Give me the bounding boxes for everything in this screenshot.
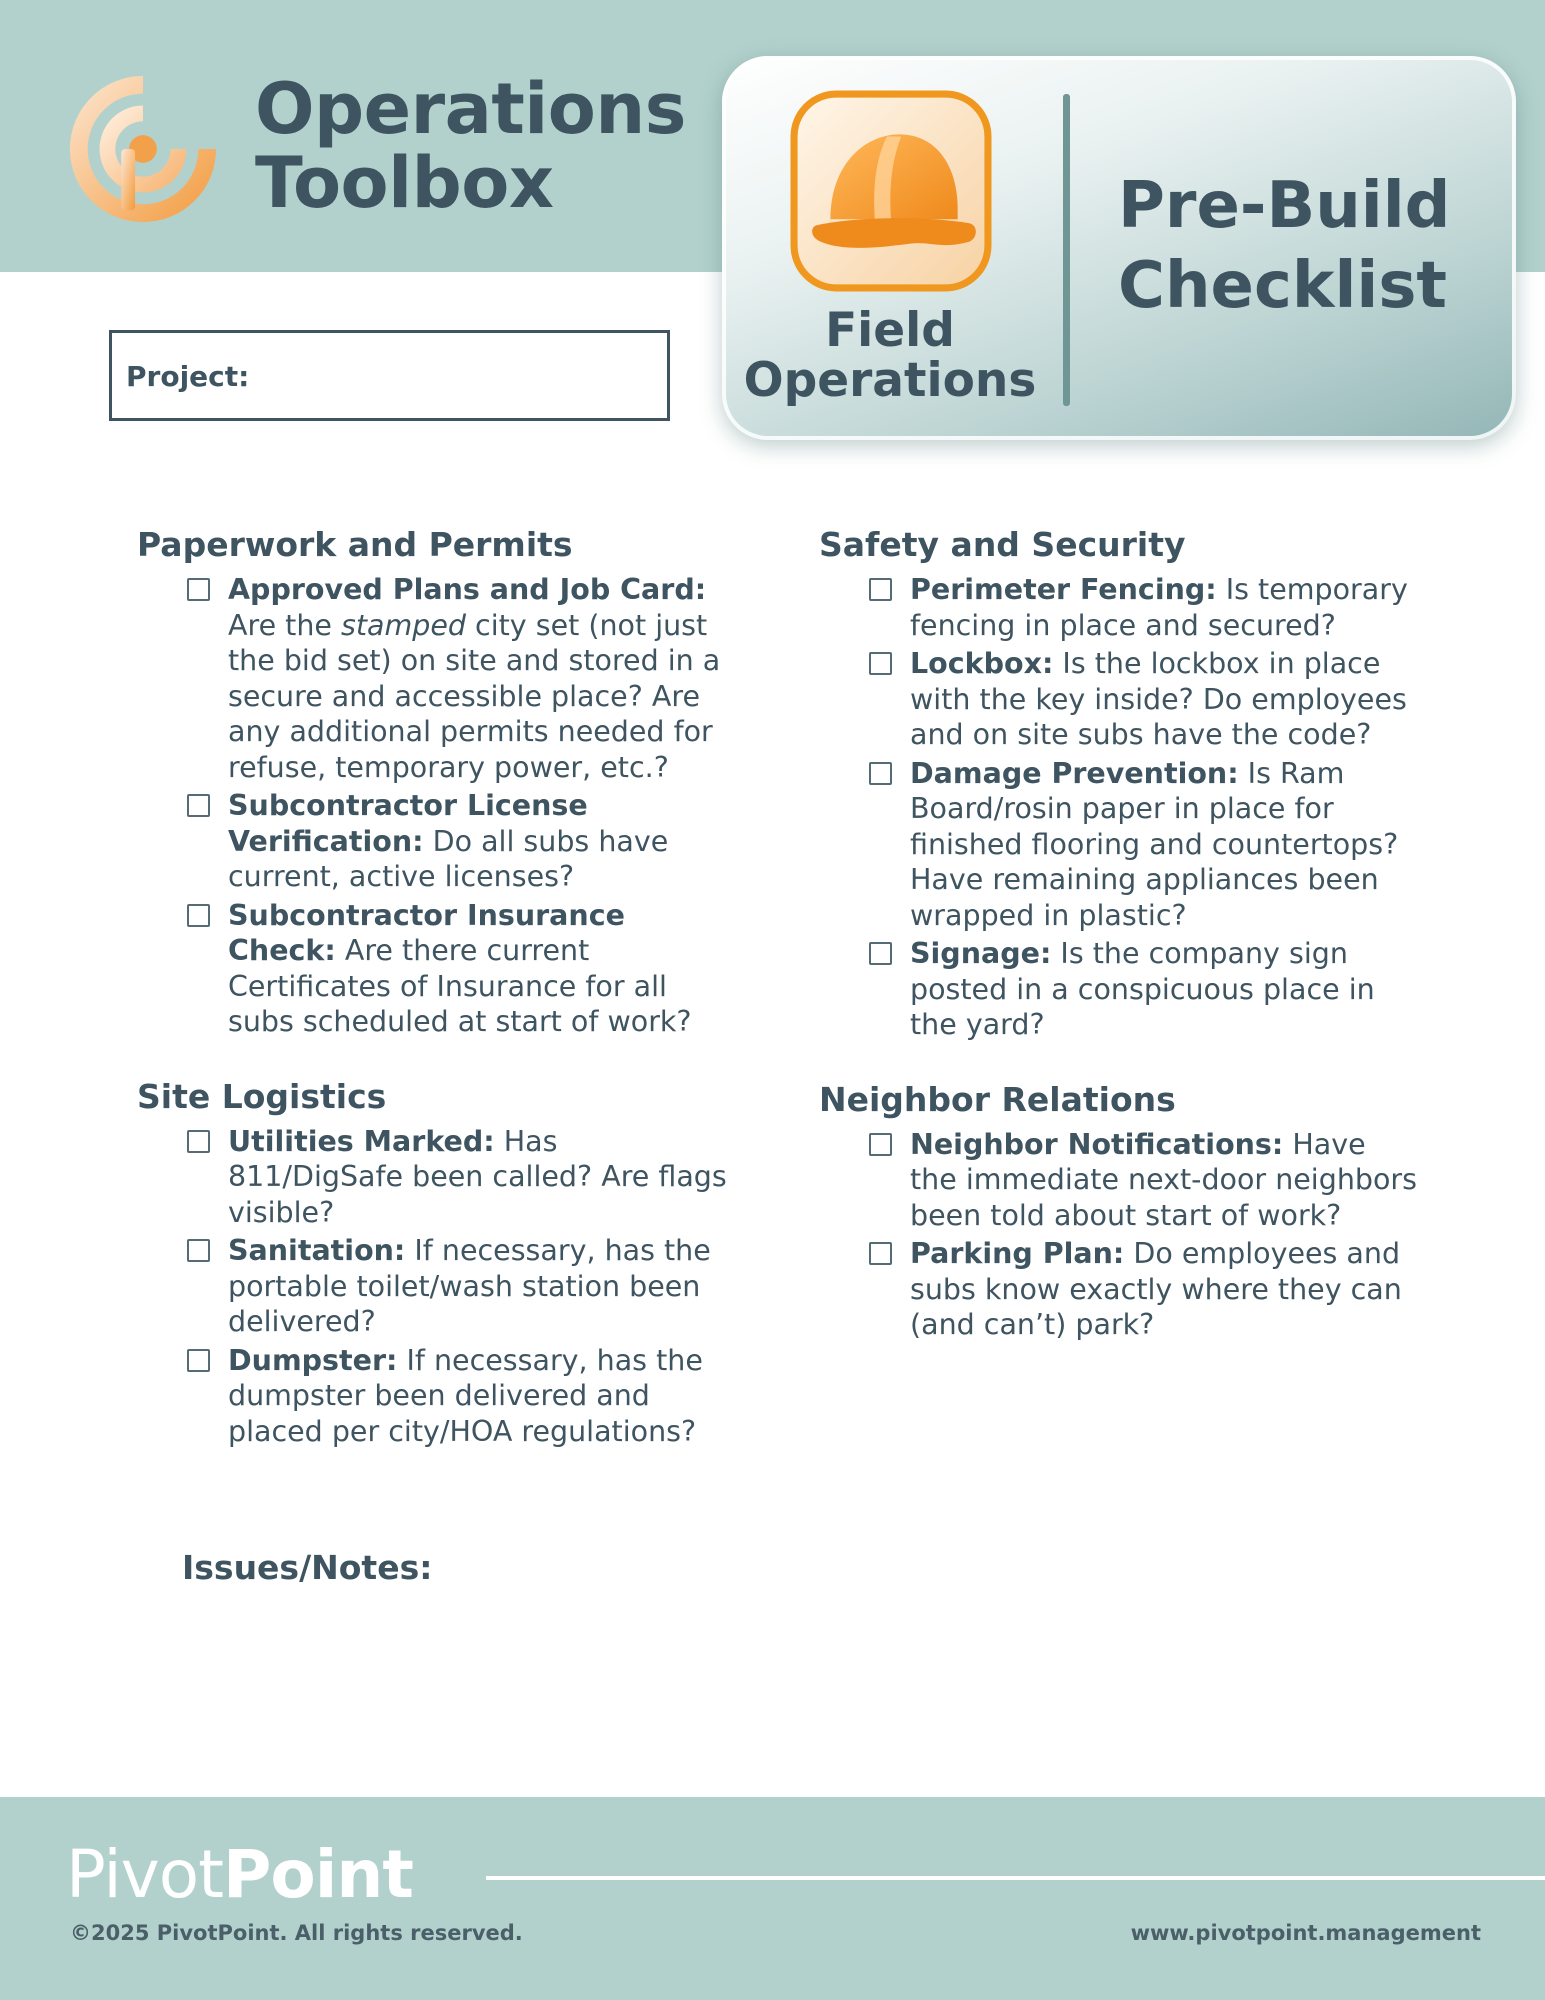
field-operations-label [740,303,1040,408]
checkbox-icon[interactable] [869,652,892,675]
section-title: Safety and Security [819,525,1186,564]
issues-notes-label: Issues/Notes: [182,1548,433,1587]
section-title: Paperwork and Permits [137,525,573,564]
hero-divider [1063,94,1070,406]
project-field[interactable] [109,330,670,421]
checkbox-icon[interactable] [187,1239,210,1262]
field-operations-line2: Operations [743,353,1037,408]
checklist-item [819,1236,1419,1343]
section-title: Site Logistics [137,1076,387,1116]
checkbox-icon[interactable] [187,1349,210,1372]
item-desc: If necessary, has the dumpster been delivered and placed per city/HOA regulations? [228,1343,703,1448]
item-desc: Are there current Certificates of Insurance for all subs scheduled at start of work? [228,934,692,1038]
toolbox-title [255,68,686,224]
checklist-item [137,1343,737,1450]
checklist-item [137,788,737,895]
item-title: Subcontractor Insurance Check: [228,898,625,967]
item-title: Neighbor Notifications: [910,1127,1284,1161]
footer-rule [486,1876,1545,1880]
item-title: Signage: [910,937,1052,970]
checkbox-icon[interactable] [869,1242,892,1265]
item-title: Approved Plans and Job Card: [228,573,707,606]
item-title: Damage Prevention: [910,756,1239,790]
checkbox-icon[interactable] [869,1133,892,1156]
website-link[interactable]: www.pivotpoint.management [1130,1921,1481,1945]
checkbox-icon[interactable] [869,762,892,785]
hero-card [722,56,1516,440]
item-desc: Do all subs have current, active licenses? [228,824,669,893]
checklist-item [819,1127,1419,1234]
checklist-title [1118,166,1450,326]
item-desc: Is temporary fencing in place and secured? [910,573,1408,642]
item-title: Subcontractor License Verification: [228,789,588,858]
left-column [137,518,737,1479]
item-desc: Have the immediate next-door neighbors been told about start of work? [910,1127,1417,1232]
item-title: Dumpster: [228,1343,398,1377]
section-neighbor-relations [819,1073,1419,1343]
section-safety-security [819,518,1419,1043]
item-desc: city set (not just the bid set) on site and stored in a secure and accessible place? Are any additional permits needed for refuse, temporary power, etc.? [228,608,721,784]
item-desc-emphasis: stamped [341,608,466,642]
pivotpoint-logo-icon [62,70,220,228]
checkbox-icon[interactable] [187,904,210,927]
item-title: Lockbox: [910,647,1054,680]
checklist-item [819,936,1419,1043]
item-desc: Is Ram Board/rosin paper in place for finished flooring and countertops? Have remaining appliances been wrapped in plastic? [910,756,1399,932]
checklist-item [819,756,1419,934]
checkbox-icon[interactable] [187,578,210,601]
checklist-title-line1: Pre-Build [1118,169,1451,243]
item-desc: Is the company sign posted in a conspicuous place in the yard? [910,937,1375,1041]
hard-hat-icon [790,90,992,292]
toolbox-title-line2: Toolbox [255,142,554,224]
checkbox-icon[interactable] [187,794,210,817]
item-desc: Has 811/DigSafe been called? Are flags visible? [228,1124,727,1229]
item-title: Parking Plan: [910,1237,1125,1270]
item-title: Utilities Marked: [228,1124,495,1158]
brand-light: Pivot [66,1836,224,1913]
item-desc: Is the lockbox in place with the key inside? Do employees and on site subs have the code? [910,647,1407,751]
checklist-item [137,1124,737,1231]
section-paperwork-permits [137,518,737,1040]
toolbox-title-line1: Operations [255,68,686,150]
project-label: Project: [126,360,250,393]
checklist-item [137,572,737,785]
checkbox-icon[interactable] [187,1130,210,1153]
footer [0,1797,1545,2000]
item-desc: Do employees and subs know exactly where they can (and can’t) park? [910,1237,1402,1341]
item-title: Perimeter Fencing: [910,573,1217,606]
checkbox-icon[interactable] [869,942,892,965]
copyright-text: ©2025 PivotPoint. All rights reserved. [70,1921,523,1945]
item-desc: Are the [228,608,342,642]
field-operations-line1: Field [825,303,955,358]
right-column [819,518,1419,1373]
checklist-item [819,572,1419,643]
section-site-logistics [137,1070,737,1450]
pivotpoint-wordmark [66,1835,413,1915]
brand-bold: Point [223,1836,413,1913]
checklist-title-line2: Checklist [1118,249,1447,323]
item-desc: If necessary, has the portable toilet/wash station been delivered? [228,1234,711,1338]
item-title: Sanitation: [228,1234,406,1267]
checklist-item [137,898,737,1040]
checklist-item [137,1233,737,1340]
checklist-item [819,646,1419,753]
checkbox-icon[interactable] [869,578,892,601]
section-title: Neighbor Relations [819,1079,1176,1119]
